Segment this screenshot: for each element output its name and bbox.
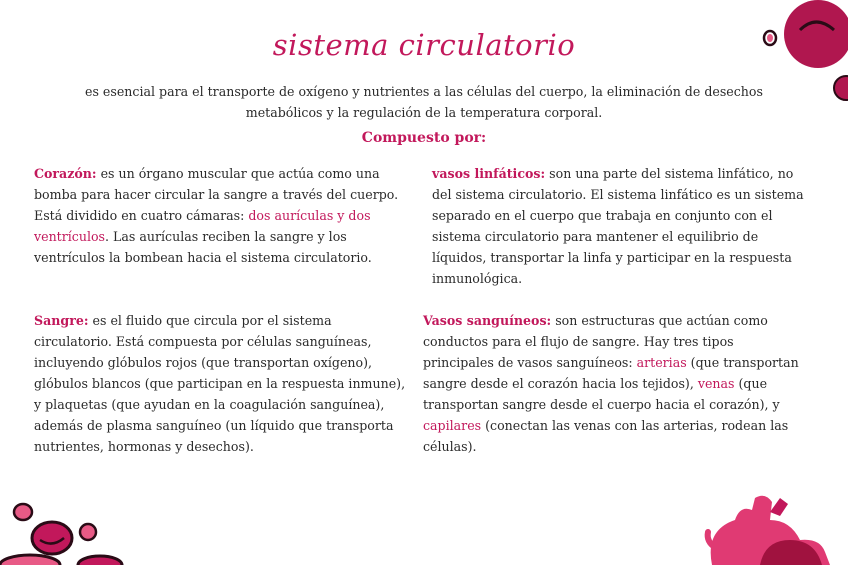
red-blood-cell-icon: [14, 504, 32, 520]
red-blood-cell-icon: [0, 555, 60, 565]
section-subtitle: Compuesto por:: [361, 130, 487, 146]
red-blood-cell-icon: [32, 522, 72, 554]
block-text: son una parte del sistema linfático, no del sistema circulatorio. El sistema linfático es un sistema separado en el cuerpo que trabaja en conjunto con el sistema circulatorio para mantener el equilibrio de líquidos, transportar la linfa y participar en la respuesta inmunológica.: [432, 166, 804, 286]
red-blood-cell-icon: [78, 556, 122, 565]
block-text: es el fluido que circula por el sistema circulatorio. Está compuesta por células sanguíneas, incluyendo glóbulos rojos (que transportan oxígeno), glóbulos blancos (que participan en la respuesta inmune), y plaquetas (que ayudan en la coagulación sanguínea), además de plasma sanguíneo (un líquido que transporta nutrientes, hormonas y desechos).: [34, 313, 406, 454]
block-text: (que transportan sangre desde el cuerpo hacia el corazón), y: [423, 376, 780, 412]
highlight-text: venas: [697, 376, 735, 391]
block-label: Corazón:: [34, 166, 97, 181]
block-text: es un órgano muscular que actúa como una bomba para hacer circular la sangre a través del cuerpo. Está dividido en cuatro cámaras:: [34, 166, 399, 223]
block-label: Sangre:: [34, 313, 89, 328]
block-text: son estructuras que actúan como conductos para el flujo de sangre. Hay tres tipos principales de vasos sanguíneos:: [423, 313, 768, 370]
heart-illustration: [708, 496, 830, 565]
block-sangre: [34, 310, 412, 457]
block-text: (conectan las venas con las arterias, rodean las células).: [423, 418, 789, 454]
block-text: (que transportan sangre desde el corazón hacia los tejidos),: [423, 355, 799, 391]
highlight-text: arterias: [636, 355, 687, 370]
highlight-text: dos aurículas y dos ventrículos: [34, 208, 371, 244]
block-vasos-sanguineos: [423, 310, 808, 457]
red-blood-cell-icon: [80, 524, 96, 540]
block-text: . Las aurículas reciben la sangre y los ventrículos la bombean hacia el sistema circulatorio.: [34, 229, 372, 265]
intro-paragraph: es esencial para el transporte de oxígeno y nutrientes a las células del cuerpo, la eliminación de desechos metabólicos y la regulación de la temperatura corporal.: [85, 84, 763, 120]
block-label: Vasos sanguíneos:: [423, 313, 552, 328]
block-vasos-linfaticos: [432, 163, 810, 289]
block-corazon: [34, 163, 406, 268]
red-blood-cell-icon: [834, 76, 848, 100]
block-label: vasos linfáticos:: [432, 166, 546, 181]
page-title: sistema circulatorio: [272, 28, 576, 62]
highlight-text: capilares: [423, 418, 482, 433]
